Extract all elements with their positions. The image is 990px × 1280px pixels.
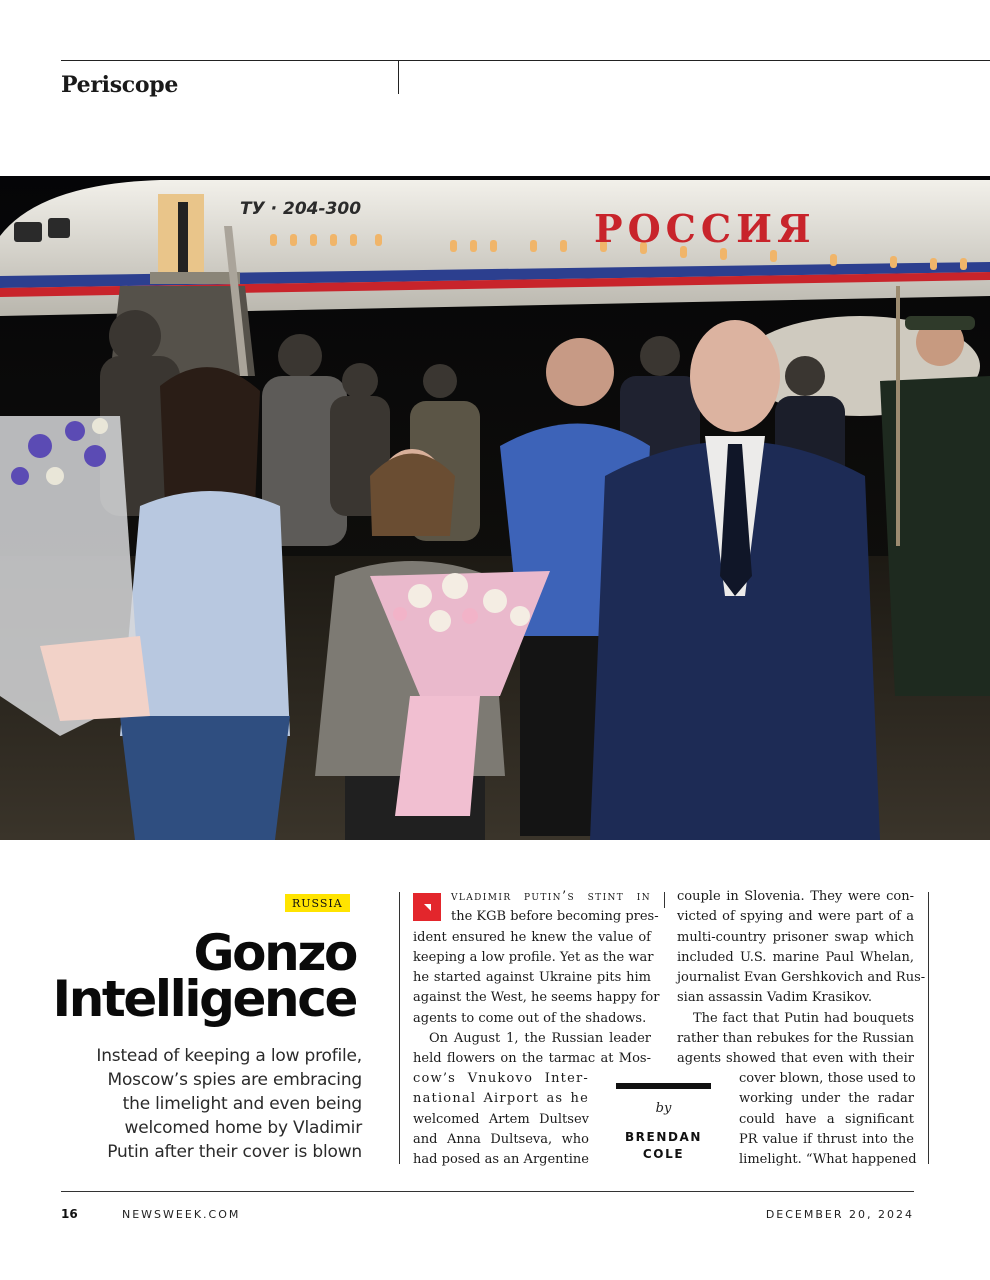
body-line: against the West, he seems happy for xyxy=(413,990,660,1006)
dek-line: Instead of keeping a low profile, xyxy=(96,1046,362,1066)
column-rule xyxy=(664,892,665,908)
column-rule xyxy=(399,892,400,1164)
dek-line: Putin after their cover is blown xyxy=(107,1142,362,1162)
body-line: cow’s Vnukovo Inter- xyxy=(413,1071,589,1086)
body-column-2-narrow xyxy=(739,1069,917,1170)
plane-livery-label: РОССИЯ xyxy=(594,206,816,251)
byline-author-line: BRENDAN xyxy=(624,1130,703,1144)
body-line: rather than rebukes for the Russian xyxy=(677,1031,914,1047)
body-line: and Anna Dultseva, who xyxy=(413,1131,589,1147)
body-line: keeping a low profile. Yet as the war xyxy=(413,949,654,965)
body-line: On August 1, the Russian leader xyxy=(429,1031,651,1047)
body-line: held flowers on the tarmac at Mos- xyxy=(413,1051,651,1067)
body-column-2 xyxy=(677,887,926,1070)
byline-rule xyxy=(616,1083,711,1089)
issue-date: DECEMBER 20, 2024 xyxy=(765,1208,914,1221)
body-line: PR value if thrust into the xyxy=(739,1131,914,1147)
body-line: ident ensured he knew the value of xyxy=(413,929,651,945)
byline-author-line: COLE xyxy=(642,1147,685,1161)
body-line: journalist Evan Gershkovich and Rus- xyxy=(677,970,926,986)
footer-rule xyxy=(61,1191,914,1192)
site-url: NEWSWEEK.COM xyxy=(122,1208,241,1221)
body-line: multi-country prisoner swap which xyxy=(677,929,914,945)
body-line: national Airport as he xyxy=(413,1091,589,1107)
plane-model-label: ТУ · 204-300 xyxy=(240,199,362,219)
body-line: welcomed Artem Dultsev xyxy=(413,1111,589,1127)
column-rule xyxy=(928,892,929,1164)
body-column-1-narrow xyxy=(413,1069,589,1170)
body-line: vladimir putin’s stint in xyxy=(451,889,651,904)
section-title: Periscope xyxy=(61,72,179,98)
dek-line: Moscow’s spies are embracing xyxy=(107,1070,362,1090)
body-line: victed of spying and were part of a xyxy=(677,909,914,925)
headline xyxy=(40,924,356,1028)
body-line: included U.S. marine Paul Whelan, xyxy=(677,949,914,965)
lead-photo-illustration xyxy=(0,176,990,840)
body-line: could have a significant xyxy=(739,1111,914,1127)
body-line: limelight. “What happened xyxy=(739,1152,917,1168)
header-divider xyxy=(398,60,399,94)
section-kicker: RUSSIA xyxy=(285,894,350,912)
headline-line: Gonzo xyxy=(193,924,356,982)
body-line: working under the radar xyxy=(739,1091,914,1107)
byline-author xyxy=(616,1129,711,1163)
byline-prefix: by xyxy=(655,1101,672,1116)
lead-photo xyxy=(0,176,990,840)
body-line: agents showed that even with their xyxy=(677,1051,914,1067)
header-rule xyxy=(61,60,990,61)
body-column-1 xyxy=(413,887,660,1070)
headline-line: Intelligence xyxy=(52,970,356,1028)
body-line: the KGB before becoming pres- xyxy=(451,909,659,925)
body-line: had posed as an Argentine xyxy=(413,1152,589,1168)
dek xyxy=(60,1044,362,1164)
dek-line: welcomed home by Vladimir xyxy=(124,1118,362,1138)
page-number: 16 xyxy=(61,1207,78,1221)
body-line: cover blown, those used to xyxy=(739,1071,916,1086)
body-line: The fact that Putin had bouquets xyxy=(693,1010,914,1026)
dek-line: the limelight and even being xyxy=(122,1094,362,1114)
body-line: couple in Slovenia. They were con- xyxy=(677,889,914,904)
body-line: he started against Ukraine pits him xyxy=(413,970,651,986)
body-line: sian assassin Vadim Krasikov. xyxy=(677,990,872,1006)
body-line: agents to come out of the shadows. xyxy=(413,1010,647,1026)
